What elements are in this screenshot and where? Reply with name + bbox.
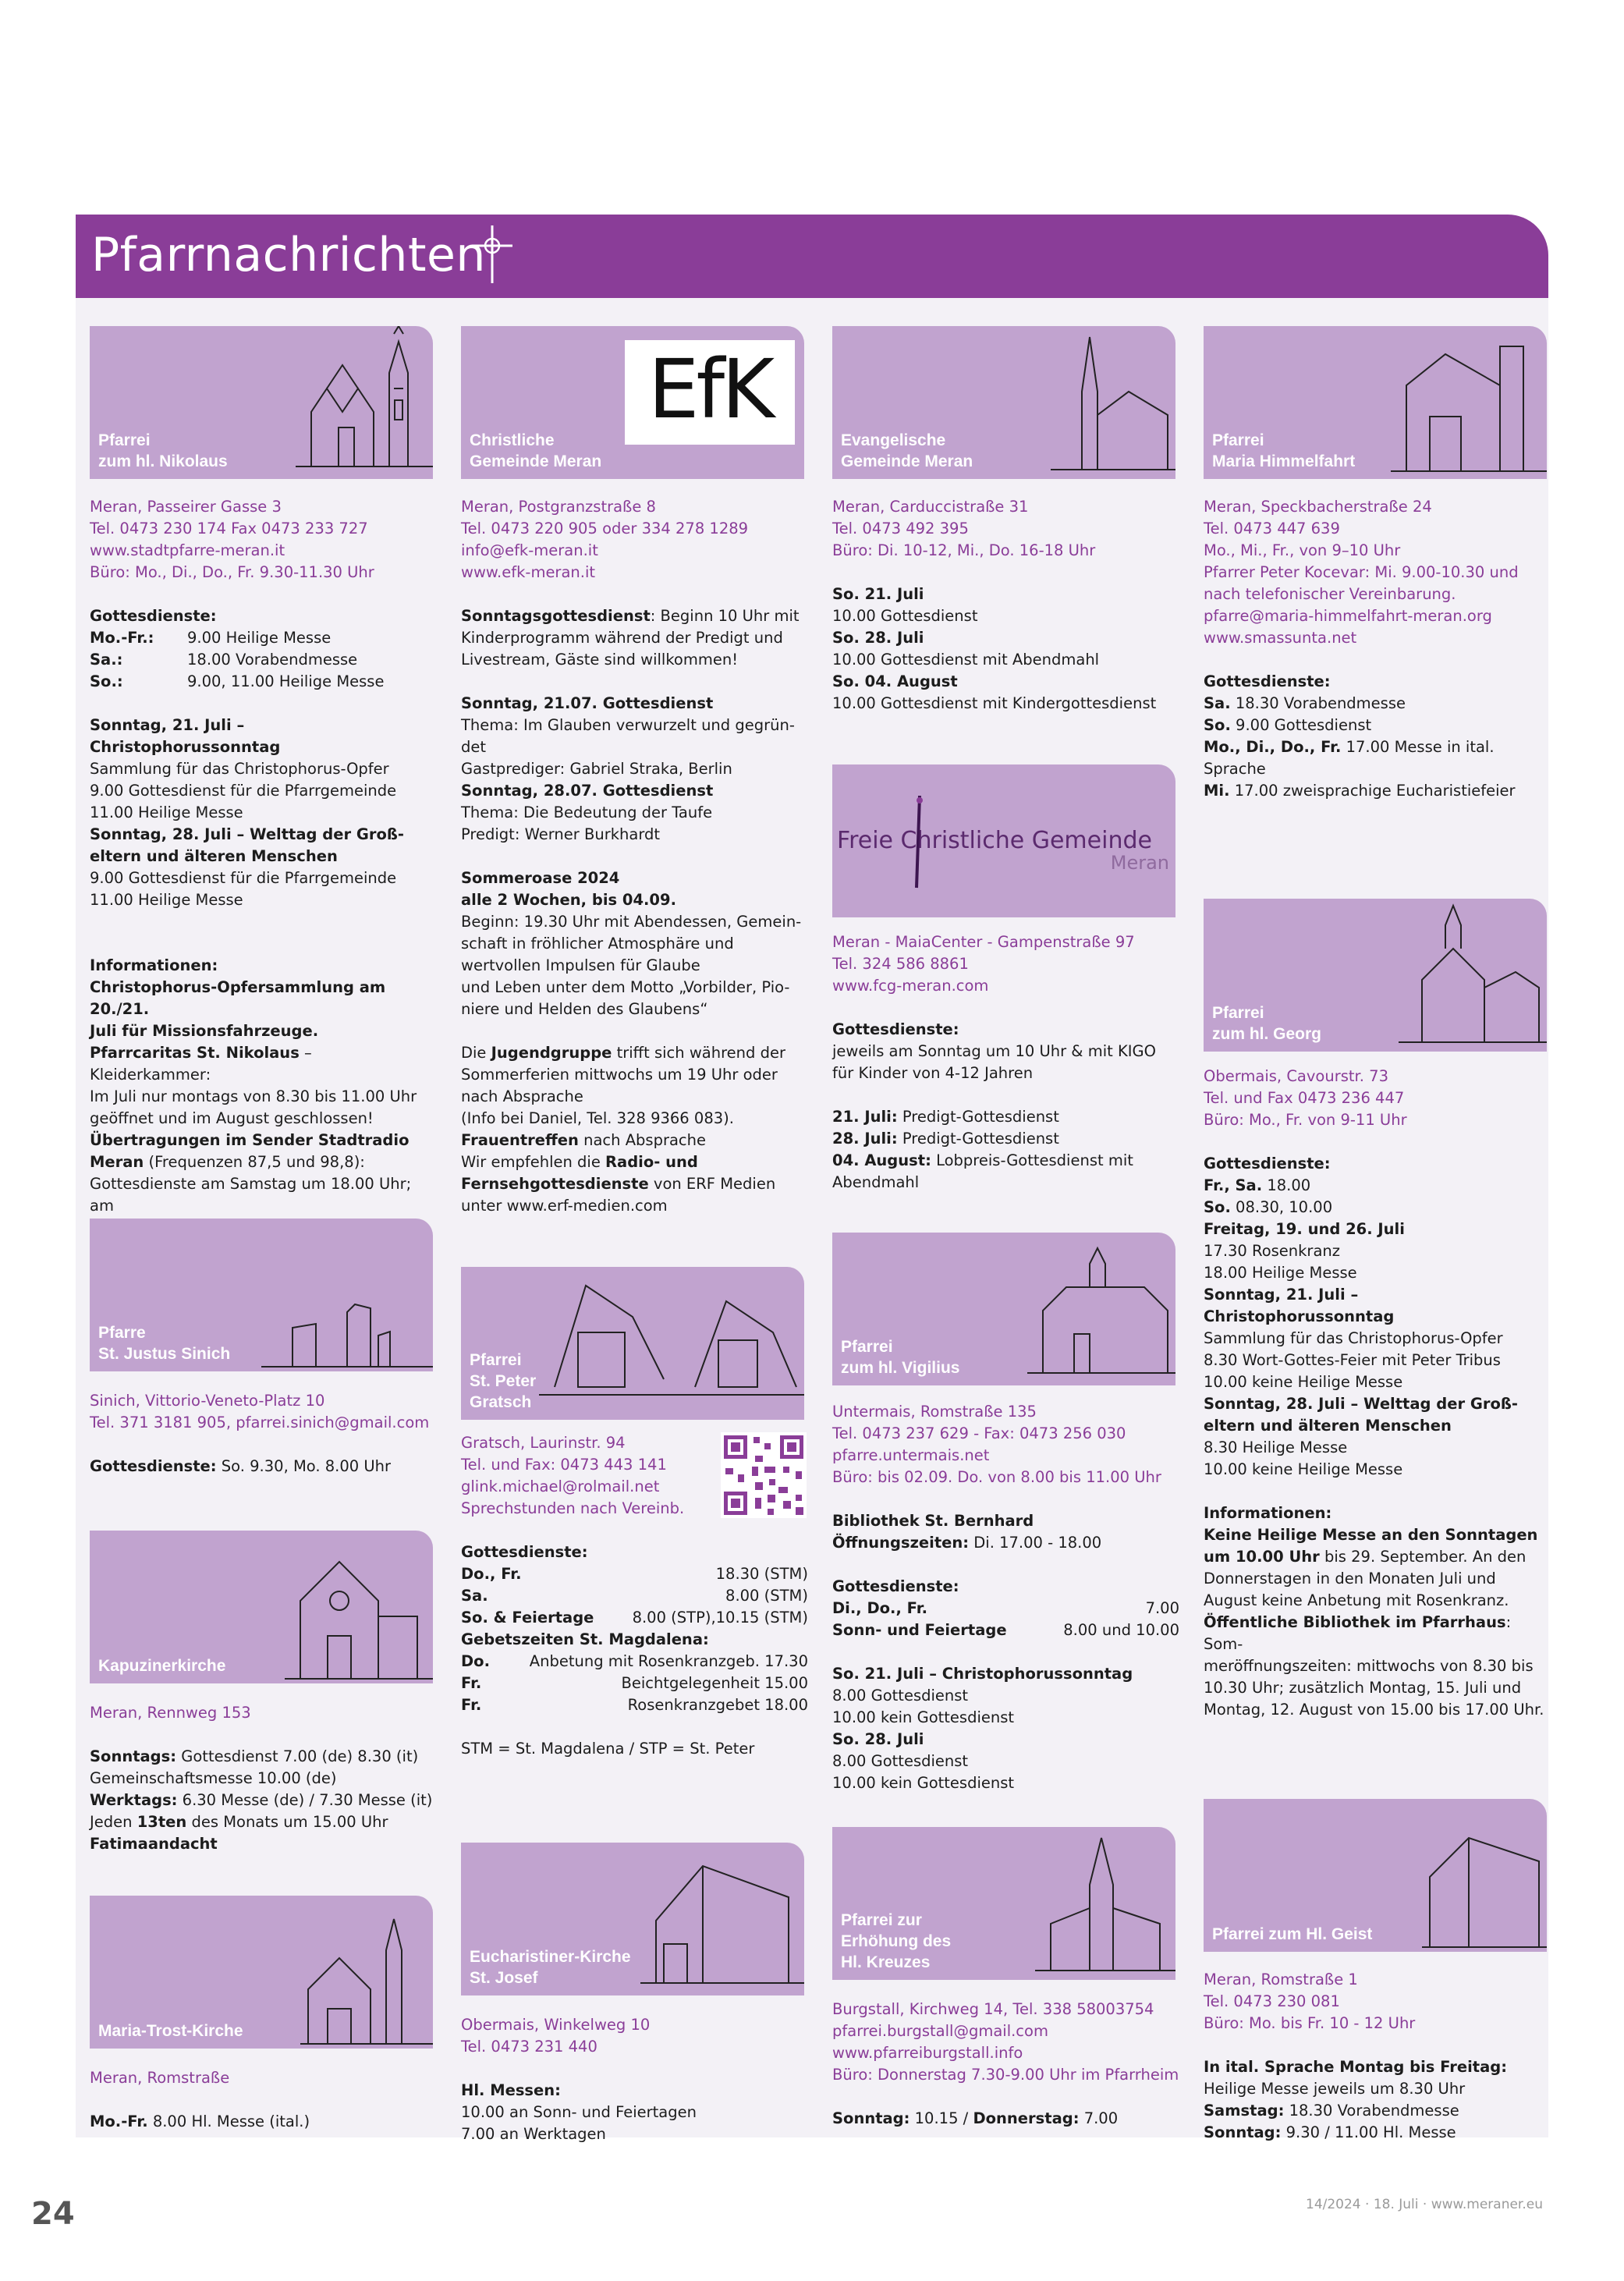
office-hours: Büro: Mo., Di., Do., Fr. 9.30-11.30 Uhr (90, 563, 374, 581)
info-line: Gemeinschaftsmesse 10.00 (de) (90, 1769, 337, 1787)
service-time: 8.00 und 10.00 (1063, 1621, 1179, 1639)
kapuziner-info (90, 1702, 437, 1855)
service-time: 18.30 Vorabendmesse (1230, 694, 1406, 712)
email-link[interactable]: glink.michael@rolmail.net (461, 1478, 660, 1495)
event-line: 8.30 Wort-Gottes-Feier mit Peter Tribus (1204, 1351, 1501, 1369)
info-line: Heilige Messe jeweils um 8.30 Uhr (1204, 2080, 1466, 2098)
prayer-time: Beichtgelegenheit 15.00 (621, 1674, 808, 1692)
event-line: 10.00 Gottesdienst (832, 607, 978, 625)
website-link[interactable]: www.efk-meran.it (461, 563, 596, 581)
card-title: Pfarrei zum hl. Nikolaus (98, 431, 228, 470)
event-date: 21. Juli: (832, 1108, 898, 1126)
info-line: Livestream, Gäste sind willkommen! (461, 651, 739, 669)
card-efk (461, 326, 804, 479)
service-time: 17.00 Messe in ital. Sprache (1204, 738, 1495, 778)
service-day: Sa.: (90, 651, 123, 669)
justus-info (90, 1390, 437, 1478)
info-bold: Sonntags: (90, 1747, 177, 1765)
info-text: 9.30 / 11.00 Hl. Messe (1281, 2123, 1456, 2141)
service-time: 08.30, 10.00 (1230, 1198, 1333, 1216)
event-date: 04. August: (832, 1151, 931, 1169)
service-day: Sa. (461, 1587, 488, 1605)
section-heading: In ital. Sprache Montag bis Freitag: (1204, 2058, 1507, 2076)
info-text: – Kleiderkammer: (90, 1044, 312, 1084)
address-line: Meran, Passeirer Gasse 3 (90, 498, 282, 516)
service-day: So. & Feiertage (461, 1609, 594, 1626)
event-line: Thema: Im Glauben verwurzelt und gegrün- (461, 716, 795, 734)
card-fcg (832, 764, 1175, 917)
event-line: wertvollen Impulsen für Glaube (461, 956, 700, 974)
card-title: Pfarrei zum hl. Vigilius (841, 1338, 960, 1377)
church-illustration (1422, 1815, 1547, 1952)
info-text: 18.30 Vorabendmesse (1284, 2102, 1459, 2120)
phone-line: Tel. 0473 230 174 Fax 0473 233 727 (90, 520, 368, 537)
office-hours: Büro: bis 02.09. Do. von 8.00 bis 11.00 Uhr (832, 1468, 1161, 1486)
card-mariatrost (90, 1896, 433, 2049)
cross-icon (902, 796, 934, 889)
info-line: Montag, 12. August von 15.00 bis 17.00 Uhr. (1204, 1701, 1544, 1719)
event-line: 10.00 Gottesdienst mit Abendmahl (832, 651, 1100, 669)
info-line: Im Juli nur montags von 8.30 bis 11.00 Uhr (90, 1087, 417, 1105)
church-illustration (1391, 331, 1547, 479)
church-illustration (300, 1911, 433, 2049)
office-hours: Büro: Mo. bis Fr. 10 - 12 Uhr (1204, 2014, 1416, 2032)
event-heading: Sonntag, 28.07. Gottesdienst (461, 782, 714, 800)
office-hours: Büro: Mo., Fr. von 9-11 Uhr (1204, 1111, 1407, 1129)
info-text: trifft sich während der (612, 1044, 785, 1062)
event-line: 8.00 Gottesdienst (832, 1687, 969, 1705)
prayer-day: Do. (461, 1652, 490, 1670)
efk-logo (625, 340, 795, 445)
card-title: Pfarrei St. Peter Gratsch (470, 1351, 537, 1411)
service-time: 9.00, 11.00 Heilige Messe (187, 672, 385, 690)
service-time: 17.00 zweisprachige Eucharistiefeier (1229, 782, 1516, 800)
info-text: (Frequenzen 87,5 und 98,8): (144, 1153, 365, 1171)
church-illustration (1051, 329, 1175, 479)
phone-line: Tel. 0473 447 639 (1204, 520, 1340, 537)
section-heading: Gebetszeiten St. Magdalena: (461, 1630, 709, 1648)
event-heading: Sonntag, 21. Juli – Christophorussonntag (90, 716, 281, 756)
fcg-logo-subtext: Meran (1110, 852, 1169, 874)
phone-line: Tel. 324 586 8861 (832, 955, 969, 973)
info-bold: um 10.00 Uhr (1204, 1548, 1320, 1566)
event-line: Sammlung für das Christophorus-Opfer (90, 760, 389, 778)
georg-info (1204, 1066, 1551, 1721)
address-line: Meran, Romstraße 1 (1204, 1971, 1358, 1988)
service-day: So. (1204, 1198, 1231, 1216)
info-text: bis 29. September. An den (1319, 1548, 1526, 1566)
card-title: Eucharistiner-Kirche St. Josef (470, 1948, 631, 1987)
header-banner (76, 215, 1548, 298)
address-line: Gratsch, Laurinstr. 94 (461, 1434, 626, 1452)
event-line: 8.00 Gottesdienst (832, 1752, 969, 1770)
info-bold: 13ten (137, 1813, 187, 1831)
church-sketch-illustration (539, 1270, 804, 1420)
church-illustration (296, 326, 433, 479)
event-line: 10.00 kein Gottesdienst (832, 1708, 1015, 1726)
service-day: Di., Do., Fr. (832, 1599, 927, 1617)
prayer-day: Fr. (461, 1674, 482, 1692)
info-text: Jeden (90, 1813, 137, 1831)
card-title: Christliche Gemeinde Meran (470, 431, 602, 470)
vigilius-info (832, 1401, 1179, 1794)
card-geist (1204, 1799, 1547, 1952)
event-line: Abendmahl (832, 1173, 920, 1191)
info-line: jeweils am Sonntag um 10 Uhr & mit KIGO (832, 1042, 1156, 1060)
event-heading: So. 21. Juli – Christophorussonntag (832, 1665, 1133, 1683)
card-title: Pfarre St. Justus Sinich (98, 1324, 231, 1363)
card-georg (1204, 899, 1547, 1052)
info-line: (Info bei Daniel, Tel. 328 9366 083). (461, 1109, 734, 1127)
address-line: Obermais, Cavourstr. 73 (1204, 1067, 1388, 1085)
section-heading: Gottesdienste: (832, 1577, 959, 1595)
event-line: niere und Helden des Glaubens“ (461, 1000, 708, 1018)
info-text: 7.00 (1079, 2109, 1119, 2127)
services-text: So. 9.30, Mo. 8.00 Uhr (216, 1457, 392, 1475)
event-line: 9.00 Gottesdienst für die Pfarrgemeinde (90, 869, 397, 887)
event-line: 17.30 Rosenkranz (1204, 1242, 1340, 1260)
service-time: 18.00 (1262, 1176, 1311, 1194)
fcg-info (832, 931, 1179, 1194)
ruins-illustration (261, 1265, 433, 1371)
card-title: Kapuzinerkirche (98, 1657, 226, 1675)
phone-line: Tel. und Fax: 0473 443 141 (461, 1456, 667, 1474)
info-text: Di. 17.00 - 18.00 (969, 1534, 1102, 1552)
event-line: Thema: Die Bedeutung der Taufe (461, 803, 713, 821)
event-line: Gastprediger: Gabriel Straka, Berlin (461, 760, 732, 778)
service-day: Mo., Di., Do., Fr. (1204, 738, 1342, 756)
event-line: Sammlung für das Christophorus-Opfer (1204, 1329, 1503, 1347)
info-line: Gottesdienste am Samstag um 18.00 Uhr; am (90, 1175, 412, 1215)
info-bold: Sonntag: (832, 2109, 910, 2127)
info-text: Wir empfehlen die (461, 1153, 606, 1171)
service-day: Fr., Sa. (1204, 1176, 1263, 1194)
event-heading: So. 21. Juli (832, 585, 924, 603)
email-link[interactable]: info@efk-meran.it (461, 541, 598, 559)
event-line: Beginn: 19.30 Uhr mit Abendessen, Gemein- (461, 913, 802, 931)
church-illustration (1399, 902, 1547, 1052)
event-heading: eltern und älteren Menschen (90, 847, 338, 865)
kreuzes-info (832, 1999, 1179, 2130)
service-time: 8.00 (STP),10.15 (STM) (632, 1609, 808, 1626)
info-line: für Kinder von 4-12 Jahren (832, 1064, 1034, 1082)
event-line: Predigt: Werner Burkhardt (461, 825, 661, 843)
info-bold: Mo.-Fr. (90, 2112, 148, 2130)
service-day: Mo.-Fr.: (90, 629, 154, 647)
josef-info (461, 2014, 808, 2145)
qr-code-icon[interactable] (721, 1432, 807, 1518)
event-text: Lobpreis-Gottesdienst mit (931, 1151, 1133, 1169)
info-line: unter www.erf-medien.com (461, 1197, 668, 1215)
info-text: von ERF Medien (648, 1175, 776, 1193)
card-peter (461, 1267, 804, 1420)
event-heading: eltern und älteren Menschen (1204, 1417, 1452, 1435)
phone-line: Tel. 0473 492 395 (832, 520, 969, 537)
event-line: 11.00 Heilige Messe (90, 891, 243, 909)
event-line: 10.00 Gottesdienst mit Kindergottesdienst (832, 694, 1157, 712)
event-heading: So. 28. Juli (832, 629, 924, 647)
address-line: Meran, Carduccistraße 31 (832, 498, 1029, 516)
event-heading: alle 2 Wochen, bis 04.09. (461, 891, 676, 909)
phone-line: Tel. 0473 237 629 - Fax: 0473 256 030 (832, 1424, 1126, 1442)
info-bold: Werktags: (90, 1791, 178, 1809)
card-evang (832, 326, 1175, 479)
services (90, 605, 437, 1261)
info-heading: Informationen: (1204, 1504, 1332, 1522)
info-line: 10.30 Uhr; zusätzlich Montag, 15. Juli und (1204, 1679, 1522, 1697)
card-title: Pfarrei zum Hl. Geist (1212, 1925, 1373, 1943)
address-line: Meran, Postgranzstraße 8 (461, 498, 656, 516)
service-time: 18.30 (STM) (715, 1565, 808, 1583)
phone-email-line[interactable]: Tel. 371 3181 905, pfarrei.sinich@gmail.com (90, 1414, 430, 1431)
himmelfahrt-info (1204, 496, 1551, 802)
service-day: Mi. (1204, 782, 1230, 800)
prayer-time: Anbetung mit Rosenkranzgeb. 17.30 (529, 1652, 808, 1670)
card-title: Pfarrei Maria Himmelfahrt (1212, 431, 1356, 470)
church-illustration (640, 1850, 804, 1995)
efk-logo-text: EfK (647, 342, 772, 437)
office-hours: Pfarrer Peter Kocevar: Mi. 9.00-10.30 und (1204, 563, 1519, 581)
fcg-logo-text: Freie Christliche Gemeinde (837, 827, 1152, 854)
event-text: Predigt-Gottesdienst (897, 1108, 1059, 1126)
address-line: Untermais, Romstraße 135 (832, 1403, 1037, 1421)
info-bold: Jugendgruppe (491, 1044, 612, 1062)
service-time: 9.00 Gottesdienst (1230, 716, 1372, 734)
section-heading: Gottesdienste: (461, 1543, 588, 1561)
cross-icon (469, 224, 516, 286)
event-heading: Freitag, 19. und 26. Juli (1204, 1220, 1405, 1238)
info-text: des Monats um 15.00 Uhr (186, 1813, 388, 1831)
event-heading: Sonntag, 21. Juli – Christophorussonntag (1204, 1286, 1395, 1325)
section-heading: Gottesdienste: (90, 607, 217, 625)
event-heading: So. 04. August (832, 672, 958, 690)
services-label: Gottesdienste: (90, 1457, 217, 1475)
address-line: Obermais, Winkelweg 10 (461, 2016, 651, 2034)
address-line: Meran - MaiaCenter - Gampenstraße 97 (832, 933, 1135, 951)
info-text: Die (461, 1044, 491, 1062)
info-line: Juli für Missionsfahrzeuge. (90, 1022, 319, 1040)
info-bold: Frauentreffen (461, 1131, 579, 1149)
efk-info (461, 496, 808, 1217)
address-line: Sinich, Vittorio-Veneto-Platz 10 (90, 1392, 325, 1410)
event-line: schaft in fröhlicher Atmosphäre und (461, 935, 734, 952)
event-text: Predigt-Gottesdienst (897, 1130, 1059, 1148)
card-title: Pfarrei zur Erhöhung des Hl. Kreuzes (841, 1911, 952, 1971)
event-line: 11.00 Heilige Messe (90, 803, 243, 821)
website-link[interactable]: www.smassunta.net (1204, 629, 1357, 647)
event-heading: Sonntag, 21.07. Gottesdienst (461, 694, 714, 712)
address-line: Meran, Rennweg 153 (90, 1704, 251, 1722)
info-text: 10.15 / (910, 2109, 973, 2127)
phone-line: Tel. und Fax 0473 236 447 (1204, 1089, 1405, 1107)
service-day: Sonn- und Feiertage (832, 1621, 1007, 1639)
office-hours: Sprechstunden nach Vereinb. (461, 1499, 685, 1517)
section-heading: Gottesdienste: (1204, 672, 1331, 690)
card-nikolaus (90, 326, 433, 479)
church-illustration (1035, 1830, 1175, 1980)
prayer-time: Rosenkranzgebet 18.00 (627, 1696, 808, 1714)
info-text: 6.30 Messe (de) / 7.30 Messe (it) (177, 1791, 433, 1809)
section-heading: Bibliothek St. Bernhard (832, 1512, 1034, 1530)
info-line: Christophorus-Opfersammlung am 20./21. (90, 978, 386, 1018)
info-text: nach Absprache (578, 1131, 706, 1149)
info-bold: Radio- und (605, 1153, 698, 1171)
geist-info (1204, 1969, 1551, 2144)
service-time: 18.00 Vorabendmesse (187, 651, 358, 669)
service-time: 8.00 (STM) (725, 1587, 808, 1605)
service-time: 9.00 Heilige Messe (187, 629, 332, 647)
info-bold: Donnerstag: (973, 2109, 1080, 2127)
evang-info (832, 496, 1179, 715)
info-bold: Pfarrcaritas St. Nikolaus (90, 1044, 300, 1062)
phone-line: Tel. 0473 220 905 oder 334 278 1289 (461, 520, 749, 537)
legend-line: STM = St. Magdalena / STP = St. Peter (461, 1740, 755, 1758)
info-line: nach Absprache (461, 1087, 583, 1105)
office-hours: nach telefonischer Vereinbarung. (1204, 585, 1456, 603)
card-vigilius (832, 1233, 1175, 1385)
service-day: So. (1204, 716, 1231, 734)
event-heading: So. 28. Juli (832, 1730, 924, 1748)
card-title: Evangelische Gemeinde Meran (841, 431, 973, 470)
website-link[interactable]: pfarre.untermais.net (832, 1446, 990, 1464)
email-link[interactable]: pfarrei.burgstall@gmail.com (832, 2022, 1048, 2040)
address-line: Meran, Speckbacherstraße 24 (1204, 498, 1432, 516)
event-line: 18.00 Heilige Messe (1204, 1264, 1357, 1282)
nikolaus-info (90, 496, 437, 1261)
event-line: det (461, 738, 487, 756)
phone-line: Tel. 0473 230 081 (1204, 1992, 1340, 2010)
info-text: 8.00 Hl. Messe (ital.) (147, 2112, 310, 2130)
service-time: 7.00 (1145, 1599, 1179, 1617)
event-line: und Leben unter dem Motto „Vorbilder, Pio- (461, 978, 790, 996)
phone-line: Tel. 0473 231 440 (461, 2038, 597, 2056)
event-heading: Sommeroase 2024 (461, 869, 620, 887)
event-heading: Sonntag, 28. Juli – Welttag der Groß- (1204, 1395, 1519, 1413)
page-number: 24 (31, 2196, 75, 2232)
event-line: 10.00 kein Gottesdienst (832, 1774, 1015, 1792)
section-heading: Hl. Messen: (461, 2081, 561, 2099)
event-line: 8.30 Heilige Messe (1204, 1438, 1348, 1456)
website-link[interactable]: www.stadtpfarre-meran.it (90, 541, 285, 559)
event-line: 10.00 keine Heilige Messe (1204, 1460, 1403, 1478)
office-hours: Mo., Mi., Fr., von 9–10 Uhr (1204, 541, 1401, 559)
website-link[interactable]: www.pfarreiburgstall.info (832, 2044, 1023, 2062)
info-line: meröffnungszeiten: mittwochs von 8.30 bis (1204, 1657, 1534, 1675)
info-text: Gottesdienst 7.00 (de) 8.30 (it) (176, 1747, 419, 1765)
event-heading: Sonntag, 28. Juli – Welttag der Groß- (90, 825, 405, 843)
card-title: Pfarrei zum hl. Georg (1212, 1004, 1322, 1043)
card-kapuziner (90, 1531, 433, 1683)
info-line: Keine Heilige Messe an den Sonntagen (1204, 1526, 1538, 1544)
service-day: Sa. (1204, 694, 1231, 712)
info-bold: Meran (90, 1153, 144, 1171)
info-bold: Sonntagsgottesdienst (461, 607, 651, 625)
address-line: Burgstall, Kirchweg 14, Tel. 338 58003754 (832, 2000, 1154, 2018)
service-day: So.: (90, 672, 123, 690)
website-link[interactable]: www.fcg-meran.com (832, 977, 989, 995)
info-bold: Fernsehgottesdienste (461, 1175, 649, 1193)
prayer-day: Fr. (461, 1696, 482, 1714)
card-title: Maria-Trost-Kirche (98, 2022, 243, 2040)
office-hours: Büro: Donnerstag 7.30-9.00 Uhr im Pfarrheim (832, 2066, 1179, 2084)
info-line: 10.00 an Sonn- und Feiertagen (461, 2103, 697, 2121)
page-title: Pfarrnachrichten (91, 228, 486, 282)
info-line: Übertragungen im Sender Stadtradio (90, 1131, 410, 1149)
mariatrost-info (90, 2067, 437, 2133)
info-text: : Beginn 10 Uhr mit (650, 607, 800, 625)
info-line: 7.00 an Werktagen (461, 2125, 606, 2143)
info-heading: Informationen: (90, 956, 218, 974)
info-line: Kinderprogramm während der Predigt und (461, 629, 783, 647)
info-text: : Som- (1204, 1613, 1512, 1653)
church-illustration (285, 1546, 433, 1683)
card-josef (461, 1843, 804, 1995)
info-line: Sommerferien mittwochs um 19 Uhr oder (461, 1066, 778, 1084)
section-heading: Gottesdienste: (1204, 1155, 1331, 1172)
peter-info (461, 1432, 808, 1760)
office-hours: Büro: Di. 10-12, Mi., Do. 16-18 Uhr (832, 541, 1096, 559)
info-line: Fatimaandacht (90, 1835, 218, 1853)
event-date: 28. Juli: (832, 1130, 898, 1148)
card-himmelfahrt (1204, 326, 1547, 479)
address (90, 496, 437, 584)
info-bold: Samstag: (1204, 2102, 1285, 2120)
event-line: 9.00 Gottesdienst für die Pfarrgemeinde (90, 782, 397, 800)
event-line: 10.00 keine Heilige Messe (1204, 1373, 1403, 1391)
info-line: geöffnet und im August geschlossen! (90, 1109, 374, 1127)
church-illustration (1027, 1240, 1175, 1385)
info-line: August keine Anbetung mit Rosenkranz. (1204, 1591, 1509, 1609)
address-line: Meran, Romstraße (90, 2069, 230, 2087)
info-bold: Sonntag: (1204, 2123, 1282, 2141)
card-kreuzes (832, 1827, 1175, 1980)
info-bold: Öffnungszeiten: (832, 1534, 970, 1552)
email-link[interactable]: pfarre@maria-himmelfahrt-meran.org (1204, 607, 1492, 625)
card-justus (90, 1219, 433, 1371)
section-heading: Gottesdienste: (832, 1020, 959, 1038)
footer-text: 14/2024 · 18. Juli · www.meraner.eu (1306, 2197, 1543, 2212)
info-line: Donnerstagen in den Monaten Juli und (1204, 1570, 1496, 1587)
info-bold: Öffentliche Bibliothek im Pfarrhaus (1204, 1613, 1506, 1631)
service-day: Do., Fr. (461, 1565, 522, 1583)
